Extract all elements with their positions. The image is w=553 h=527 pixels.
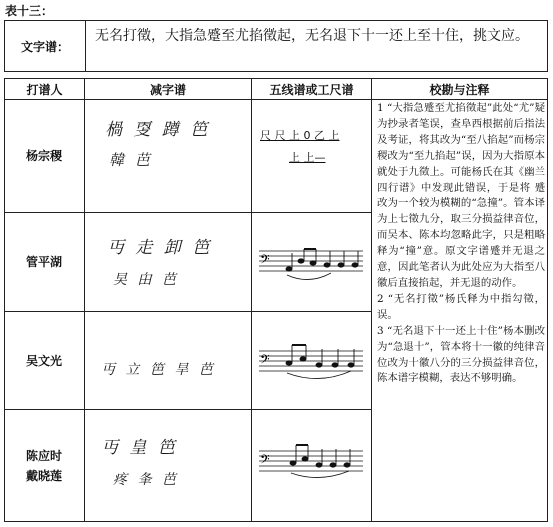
player-dai: 戴晓莲	[25, 469, 62, 483]
header-staff: 五线谱或工尺谱	[269, 82, 354, 97]
header-jianzi: 减字谱	[149, 82, 186, 97]
staff-notation	[259, 239, 365, 289]
staff-notation	[259, 439, 365, 485]
jianzi-handwritten: 旲 甶 芭	[113, 272, 179, 288]
player-chen-dai	[5, 410, 83, 522]
text-notation-label: 文字谱：	[5, 21, 86, 71]
comparison-table	[4, 78, 548, 522]
jianzi-handwritten: 楇 㪅 蹲 笆	[105, 120, 211, 140]
player-wu: 吴文光	[25, 353, 62, 368]
collation-notes	[377, 101, 545, 387]
text-notation-row	[4, 20, 548, 72]
jianzi-handwritten: 疼 夆 芭	[113, 472, 179, 488]
player-chen: 陈应时	[25, 449, 62, 463]
header-player: 打谱人	[26, 82, 63, 97]
player-guan: 管平湖	[25, 255, 62, 269]
note-2: 2 “无名打徵”杨氏释为中指勾徵，误。	[377, 292, 545, 321]
header-divider	[5, 99, 547, 100]
column-divider	[371, 79, 372, 521]
svg-text:𝄢: 𝄢	[260, 452, 270, 470]
staff-notation	[259, 341, 365, 387]
svg-text:𝄢: 𝄢	[260, 352, 270, 370]
note-1: 1 “大指急蹙至尤掐徵起”此处“尤”疑为抄录者笔误，查阜西根据前后指法及考证，将其改为“至八掐起”而杨宗稷改为“至九掐起”误，因为大指原本就处于九徵上。可能杨氏在其《幽兰四行谱》中发现此错误，于是将 蹙 改为一个较为模糊的“急撞”。管本译为上七徵九分，取三分损益律音位，而吴本、陈本均忽略此字，只是粗略释为“撞”意。原文字谱蹙并无退之意，因此笔者认为此处应为大指至八徽后直接掐起，并无退的动作。	[377, 102, 545, 289]
note-3: 3 “无名退下十一还上十住”杨本删改为“急退十”，管本将十一徽的纯律音位改为十徽八分的三分损益律音位，陈本谱字模糊，表达不够明确。	[377, 324, 545, 385]
table-caption: 表十三：	[5, 4, 54, 18]
jianzi-handwritten: 韓 芭	[109, 151, 153, 169]
column-divider	[84, 79, 85, 521]
column-divider	[251, 79, 252, 521]
gongche-notation: 上 上—	[289, 151, 326, 164]
header-notes: 校勘与注释	[429, 82, 490, 97]
gongche-notation: 尺 尺 上 0 乙 上	[260, 129, 340, 142]
jianzi-handwritten: 丏 走 卸 笆	[107, 238, 213, 258]
jianzi-handwritten: 丏 立 笆 旱 芭	[101, 362, 216, 378]
jianzi-handwritten: 丏 皇 笆	[101, 438, 178, 458]
svg-text:𝄢: 𝄢	[260, 252, 270, 270]
player-yang: 杨宗稷	[25, 149, 62, 163]
text-notation-content: 无名打徵，大指急蹙至尤掐徵起，无名退下十一还上至十住，挑文应。	[95, 28, 529, 44]
